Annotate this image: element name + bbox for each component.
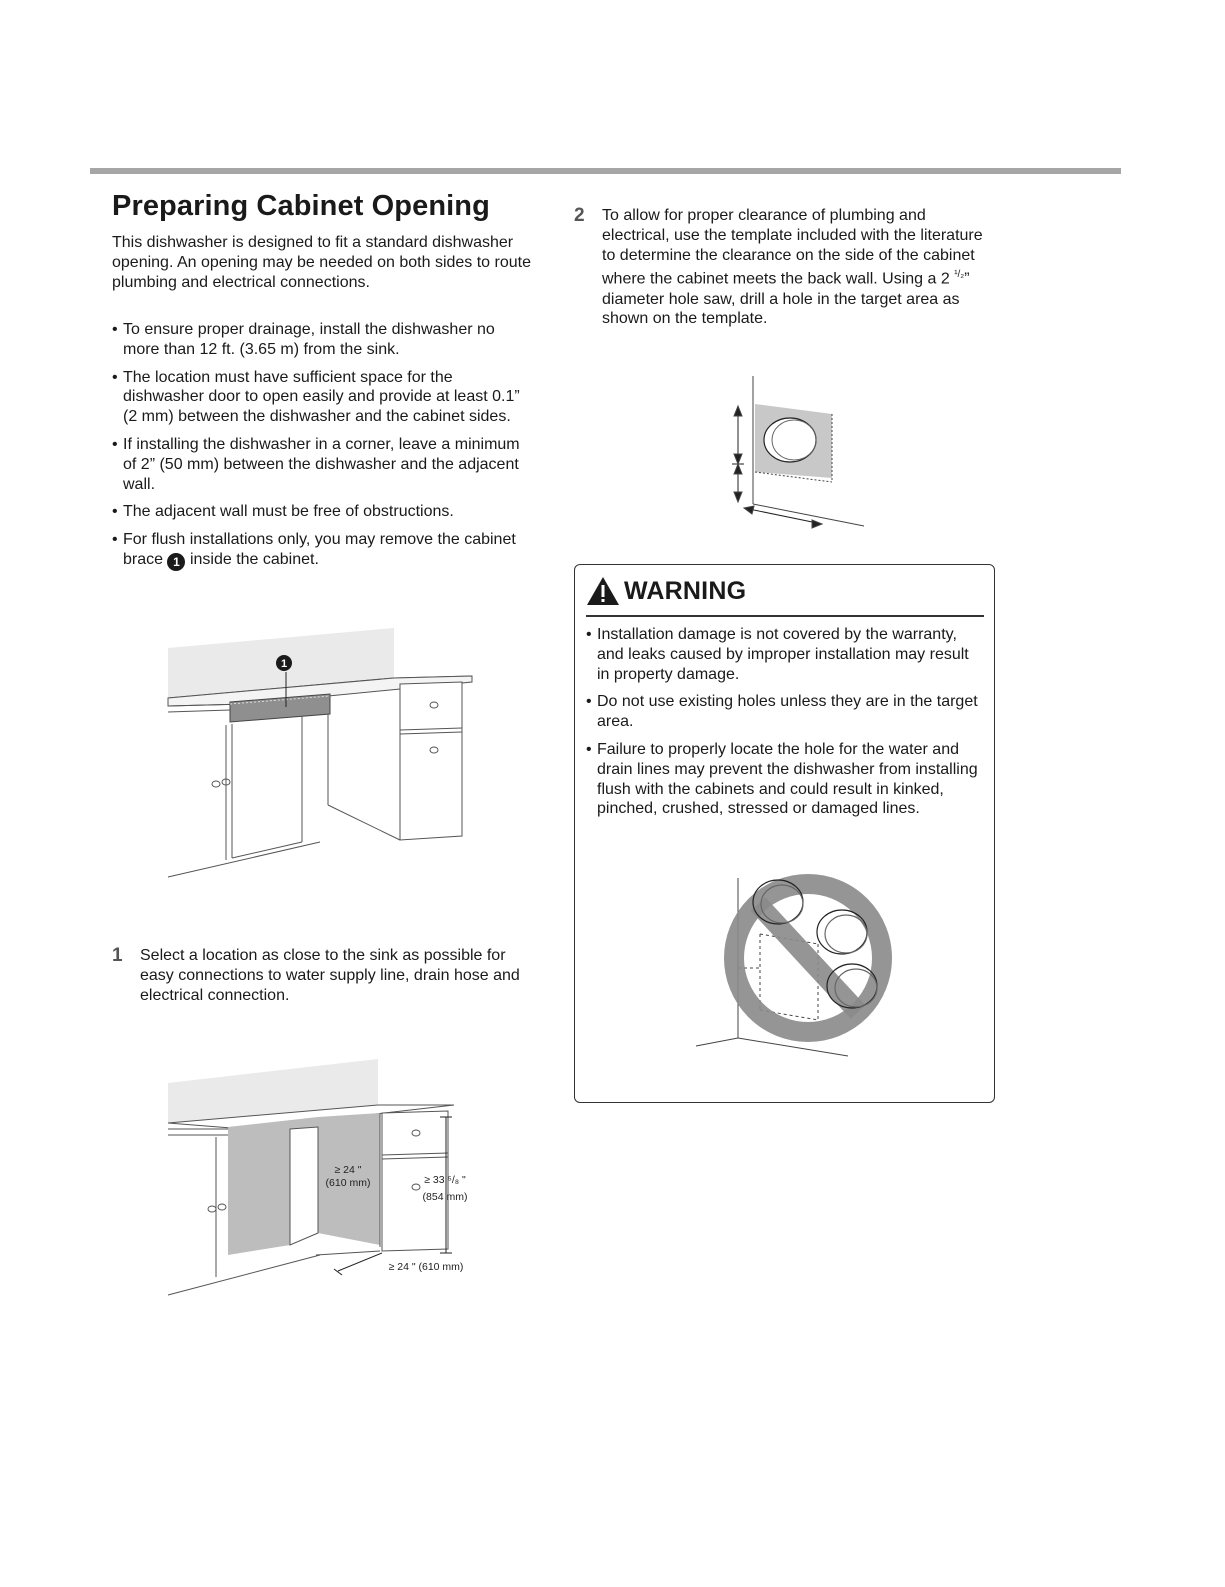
step-2-text-before: To allow for proper clearance of plumbing and electrical, use the template included with the literature to determine the clearance on the side of the cabinet where the cabinet meets the back wall. Using a 2	[602, 207, 983, 288]
depth-dimension-label: ≥ 24 " (610 mm)	[388, 1261, 464, 1273]
callout-badge: 1	[167, 553, 185, 571]
width-dimension-mm: (610 mm)	[325, 1177, 371, 1189]
warning-triangle-icon	[586, 576, 620, 606]
warning-item: • Failure to properly locate the hole for the water and drain lines may prevent the dishwasher from installing flush with the cabinets and could result in kinked, pinched, crushed, stressed or damaged lines.	[586, 740, 982, 819]
warning-item: • Do not use existing holes unless they are in the target area.	[586, 692, 982, 732]
list-item: • To ensure proper drainage, install the dishwasher no more than 12 ft. (3.65 m) from the sink.	[112, 320, 532, 360]
list-item-brace	[112, 530, 532, 571]
step-2-text-after: ” diameter hole saw, drill a hole in the target area as shown on the template.	[602, 270, 970, 328]
warning-list	[586, 625, 982, 827]
step-1-text: Select a location as close to the sink as possible for easy connections to water supply line, drain hose and electrical connection.	[140, 947, 520, 1004]
page-title: Preparing Cabinet Opening	[112, 190, 490, 222]
prohibited-holes-illustration	[690, 868, 900, 1063]
height-dimension-mm: (854 mm)	[422, 1191, 468, 1203]
hole-template-illustration	[726, 374, 866, 534]
cabinet-brace-illustration	[160, 620, 490, 885]
step-2-text	[574, 206, 990, 329]
list-item: • If installing the dishwasher in a corner, leave a minimum of 2” (50 mm) between the dishwasher and the adjacent wall.	[112, 435, 532, 494]
warning-item: • Installation damage is not covered by the warranty, and leaks caused by improper installation may result in property damage.	[586, 625, 982, 684]
warning-header	[586, 576, 746, 606]
requirements-list	[112, 320, 532, 579]
step-2-fraction: ¹/₂	[954, 269, 965, 281]
step-1	[112, 946, 524, 1005]
brace-text-after: inside the cabinet.	[189, 550, 319, 568]
step-2-number: 2	[574, 205, 585, 226]
warning-divider	[586, 615, 984, 617]
warning-title: WARNING	[624, 576, 747, 605]
list-item: • The adjacent wall must be free of obstructions.	[112, 502, 532, 522]
list-item: • The location must have sufficient space for the dishwasher door to open easily and provide at least 0.1” (2 mm) between the dishwasher and the cabinet sides.	[112, 368, 532, 427]
brace-text-before: For flush installations only, you may remove the cabinet brace	[123, 531, 516, 568]
opening-dimensions-illustration	[160, 1055, 480, 1300]
height-dimension-label: ≥ 33 ⁵/₈ "	[424, 1174, 466, 1186]
figure-callout-1: 1	[280, 658, 288, 670]
width-dimension-label: ≥ 24 "	[334, 1164, 362, 1176]
step-2	[574, 206, 990, 329]
header-rule	[90, 168, 1121, 174]
step-1-number: 1	[112, 945, 123, 966]
intro-paragraph: This dishwasher is designed to fit a standard dishwasher opening. An opening may be needed on both sides to route plumbing and electrical connections.	[112, 234, 531, 291]
